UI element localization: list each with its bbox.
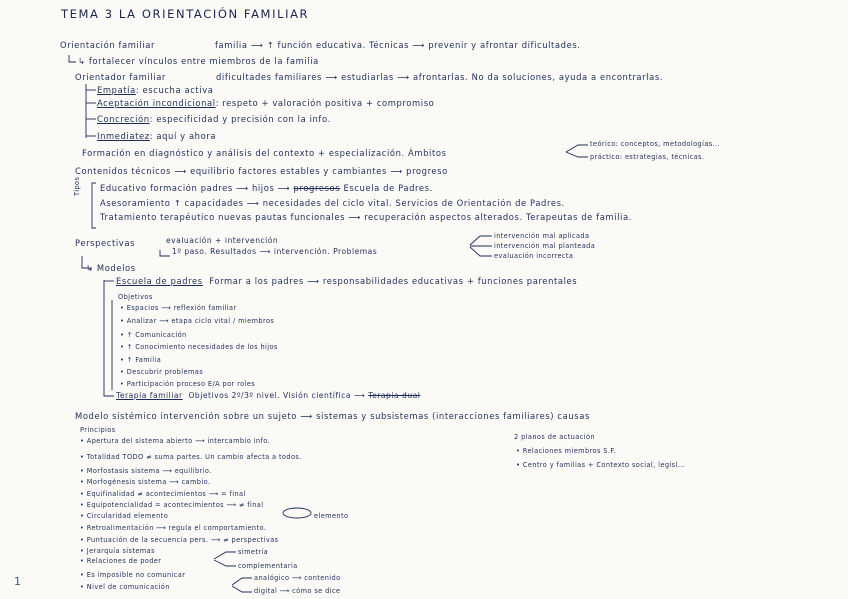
objetivo-item: • ↑ Familia bbox=[120, 356, 162, 364]
circularidad-elemento: elemento bbox=[314, 512, 349, 520]
escuela-padres: Escuela de padres Formar a los padres ⟶ responsabilidades educativas + funciones parentales bbox=[116, 276, 578, 286]
primer-paso: 1º paso. Resultados ⟶ intervención. Problemas bbox=[172, 247, 378, 256]
objetivo-item: • Espacios ⟶ reflexión familiar bbox=[120, 304, 237, 312]
principio-item: • Es imposible no comunicar bbox=[80, 571, 186, 579]
plano-item: • Centro y familias + Contexto social, legisl... bbox=[516, 461, 686, 469]
objetivo-item: • ↑ Conocimiento necesidades de los hijos bbox=[120, 343, 278, 351]
principio-item: • Totalidad TODO ≠ suma partes. Un cambio afecta a todos. bbox=[80, 453, 302, 461]
principio-item: • Circularidad elemento bbox=[80, 512, 169, 520]
problema-item: intervención mal planteada bbox=[494, 242, 596, 250]
evaluacion-intervencion: evaluación + intervención bbox=[166, 236, 279, 245]
problema-item: evaluación incorrecta bbox=[494, 252, 574, 260]
objetivo-item: • Analizar ⟶ etapa ciclo vital / miembros bbox=[120, 317, 275, 325]
tipo-tratamiento: Tratamiento terapéutico nuevas pautas funcionales ⟶ recuperación aspectos alterados. Terapeutas de familia. bbox=[100, 212, 632, 222]
problema-item: intervención mal aplicada bbox=[494, 232, 590, 240]
principio-item: • Puntuación de la secuencia pers. ⟶ ≠ perspectivas bbox=[80, 536, 279, 544]
page-title: TEMA 3 LA ORIENTACIÓN FAMILIAR bbox=[61, 7, 310, 21]
objetivo-item: • Participación proceso E/A por roles bbox=[120, 380, 256, 388]
fortalecer-line: ↳ fortalecer vínculos entre miembros de la familia bbox=[78, 56, 319, 66]
perspectivas-label: Perspectivas bbox=[75, 238, 136, 248]
principio-item: • Morfogénesis sistema ⟶ cambio. bbox=[80, 478, 211, 486]
tipos-margin-label: Tipos bbox=[73, 176, 81, 196]
page-number: 1 bbox=[14, 575, 22, 588]
objetivos-label: Objetivos bbox=[118, 293, 153, 301]
contenidos-line: Contenidos técnicos ⟶ equilibrio factores estables y cambiantes ⟶ progreso bbox=[75, 166, 448, 176]
principio-item: • Jerarquía sistemas bbox=[80, 547, 155, 555]
principios-label: Principios bbox=[80, 426, 116, 434]
principio-item: • Equipotencialidad = acontecimientos ⟶ ≠ final bbox=[80, 501, 264, 509]
tipo-educativo: Educativo formación padres ⟶ hijos ⟶ progresos Escuela de Padres. bbox=[100, 183, 433, 193]
ambito-practico: práctico: estrategias, técnicas. bbox=[590, 153, 705, 161]
comunicacion-digital: digital ⟶ cómo se dice bbox=[254, 587, 341, 595]
tipo-asesoramiento: Asesoramiento ↑ capacidades ⟶ necesidades del ciclo vital. Servicios de Orientación de Padres. bbox=[100, 198, 565, 208]
skill-item: Concreción: especificidad y precisión con la info. bbox=[97, 114, 331, 124]
orientacion-definition: familia ⟶ ↑ función educativa. Técnicas ⟶ prevenir y afrontar dificultades. bbox=[215, 40, 581, 50]
skill-item: Empatía: escucha activa bbox=[97, 85, 214, 95]
orientador-label: Orientador familiar bbox=[75, 72, 166, 82]
comunicacion-analogico: analógico ⟶ contenido bbox=[254, 574, 341, 582]
principio-item: • Equifinalidad ≠ acontecimientos ⟶ = final bbox=[80, 490, 246, 498]
skill-item: Aceptación incondicional: respeto + valoración positiva + compromiso bbox=[97, 98, 435, 108]
orientador-definition: dificultades familiares ⟶ estudiarlas ⟶ afrontarlas. No da soluciones, ayuda a encontrarlas. bbox=[216, 72, 664, 82]
modelos-label: ↳ Modelos bbox=[86, 263, 136, 273]
principio-item: • Morfostasis sistema ⟶ equilibrio. bbox=[80, 467, 212, 475]
poder-complementaria: complementaria bbox=[238, 562, 298, 570]
principio-item: • Nivel de comunicación bbox=[80, 583, 170, 591]
principio-item: • Apertura del sistema abierto ⟶ intercambio info. bbox=[80, 437, 271, 445]
modelo-sistemico: Modelo sistémico intervención sobre un sujeto ⟶ sistemas y subsistemas (interacciones familiares) causas bbox=[75, 411, 590, 421]
poder-simetria: simetría bbox=[238, 548, 269, 556]
ambito-teorico: teórico: conceptos, metodologías... bbox=[590, 140, 721, 148]
planos-title: 2 planos de actuación bbox=[514, 433, 595, 441]
orientacion-label: Orientación familiar bbox=[60, 40, 156, 50]
principio-item: • Relaciones de poder bbox=[80, 557, 162, 565]
formacion-line: Formación en diagnóstico y análisis del contexto + especialización. Ámbitos bbox=[82, 148, 447, 158]
objetivo-item: • ↑ Comunicación bbox=[120, 331, 187, 339]
plano-item: • Relaciones miembros S.F. bbox=[516, 447, 617, 455]
terapia-familiar: Terapia familiar Objetivos 2º/3º nivel. Visión científica ⟶ Terapia dual bbox=[116, 391, 421, 400]
principio-item: • Retroalimentación ⟶ regula el comportamiento. bbox=[80, 524, 267, 532]
objetivo-item: • Descubrir problemas bbox=[120, 368, 204, 376]
skill-item: Inmediatez: aquí y ahora bbox=[97, 131, 217, 141]
